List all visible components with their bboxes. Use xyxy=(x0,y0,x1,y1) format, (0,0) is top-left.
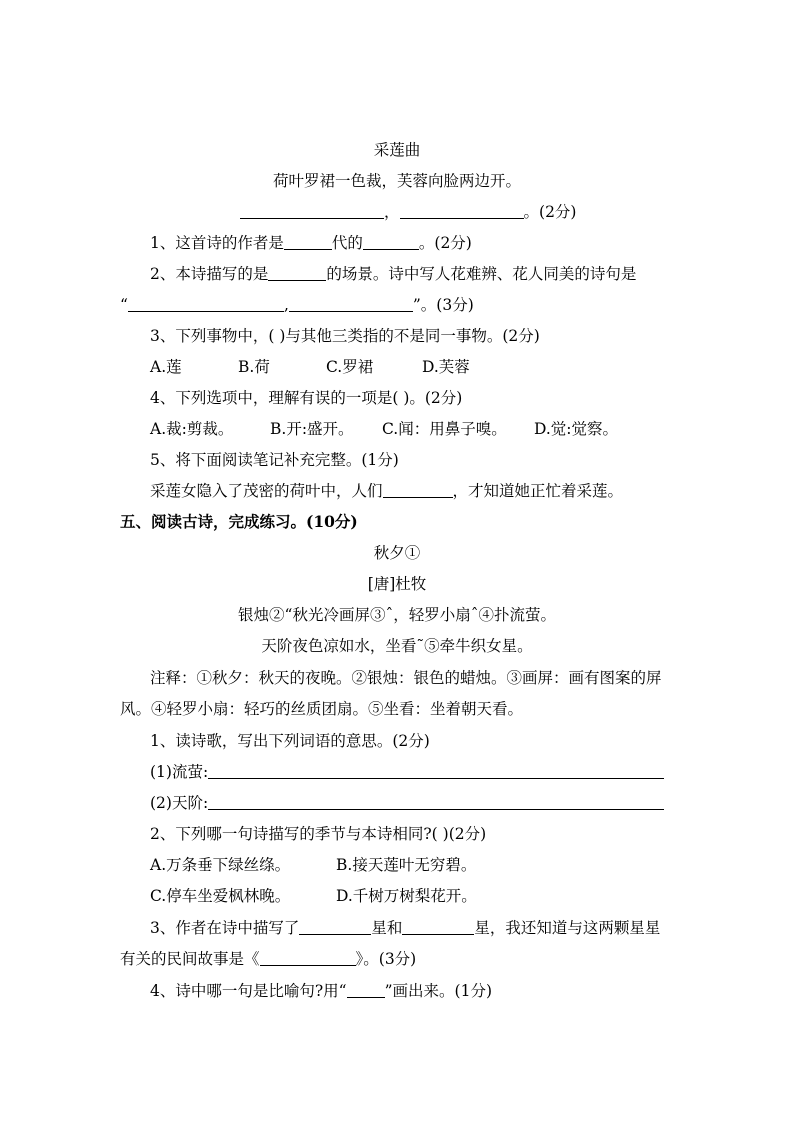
question-2 xyxy=(0,262,794,286)
question-text: 4、诗中哪一句是比喻句?用“ xyxy=(150,982,347,1000)
s5-question-1 xyxy=(0,729,794,753)
question-1 xyxy=(0,231,794,255)
s5-question-1a xyxy=(0,760,794,784)
answer-blank[interactable] xyxy=(240,201,384,219)
s5-question-3 xyxy=(0,916,794,940)
poem2-notes-continued xyxy=(0,697,794,721)
question-text: 的场景。诗中写人花难辨、花人同美的诗句是 xyxy=(326,265,637,283)
verse-text: 银烛②“秋光冷画屏③ˆ，轻罗小扇ˆ④扑流萤。 xyxy=(238,606,556,624)
poem2-verse-2 xyxy=(0,634,794,658)
option-a[interactable]: A.万条垂下绿丝绦。 xyxy=(150,856,291,874)
s5-question-2 xyxy=(0,822,794,846)
question-text: (1)流萤: xyxy=(150,763,209,781)
poem2-verse-1 xyxy=(0,603,794,627)
answer-blank[interactable] xyxy=(208,761,664,779)
answer-blank[interactable] xyxy=(284,232,332,250)
score-text: ”。(3分) xyxy=(412,296,474,314)
question-4 xyxy=(0,386,794,410)
note-text: ，才知道她正忙着采莲。 xyxy=(452,482,624,500)
poem2-author xyxy=(0,572,794,596)
question-text: ”画出来。(1分) xyxy=(384,982,492,1000)
question-3 xyxy=(0,324,794,348)
poem2-notes xyxy=(0,666,794,690)
answer-blank[interactable] xyxy=(363,232,419,250)
option-b[interactable]: B.荷 xyxy=(238,358,270,376)
answer-blank[interactable] xyxy=(383,480,453,498)
answer-blank[interactable] xyxy=(402,917,474,935)
option-c[interactable]: C.停车坐爱枫林晚。 xyxy=(150,887,291,905)
poem2-title-text: 秋夕① xyxy=(373,544,421,562)
verse-text: 天阶夜色凉如水，坐看˜⑤牵牛织女星。 xyxy=(261,637,533,655)
option-d[interactable]: D.芙蓉 xyxy=(422,358,470,376)
section-5-heading xyxy=(0,510,794,534)
question-text: (2)天阶: xyxy=(150,794,209,812)
poem-title-text: 采莲曲 xyxy=(373,141,421,159)
s5-question-1b xyxy=(0,791,794,815)
question-text: 4、下列选项中，理解有误的一项是( )。(2分) xyxy=(150,389,463,407)
poem-line-1-text: 荷叶罗裙一色裁，芙蓉向脸两边开。 xyxy=(272,172,521,190)
quote-mark: “ xyxy=(120,296,128,314)
s5-question-2-options-row-2 xyxy=(0,884,794,908)
separator: ， xyxy=(384,203,400,221)
score-text: 。(2分) xyxy=(418,234,472,252)
poem-fill-line xyxy=(0,200,794,224)
s5-question-4 xyxy=(0,979,794,1003)
answer-blank[interactable] xyxy=(289,294,413,312)
answer-blank[interactable] xyxy=(128,294,284,312)
option-d[interactable]: D.千树万树梨花开。 xyxy=(336,887,477,905)
answer-blank[interactable] xyxy=(208,792,664,810)
notes-text: 注释：①秋夕：秋天的夜晚。②银烛：银色的蜡烛。③画屏：画有图案的屏 xyxy=(150,669,662,687)
answer-blank[interactable] xyxy=(400,201,524,219)
question-text: 5、将下面阅读笔记补充完整。(1分) xyxy=(150,451,399,469)
question-text: 1、读诗歌，写出下列词语的意思。(2分) xyxy=(150,732,430,750)
question-text: 2、本诗描写的是 xyxy=(150,265,269,283)
question-text: 3、下列事物中，( )与其他三类指的不是同一事物。(2分) xyxy=(150,327,540,345)
separator: , xyxy=(283,296,289,314)
question-text: 有关的民间故事是《 xyxy=(120,950,260,968)
option-a[interactable]: A.莲 xyxy=(150,358,182,376)
answer-blank[interactable] xyxy=(268,263,326,281)
poem2-title xyxy=(0,541,794,565)
score-text: 。(2分) xyxy=(523,203,577,221)
poem-line-1 xyxy=(0,169,794,193)
option-b[interactable]: B.接天莲叶无穷碧。 xyxy=(336,856,477,874)
question-text: 代的 xyxy=(331,234,363,252)
answer-blank[interactable] xyxy=(299,917,371,935)
option-a[interactable]: A.裁:剪裁。 xyxy=(150,420,234,438)
notes-text: 风。④轻罗小扇：轻巧的丝质团扇。⑤坐看：坐着朝天看。 xyxy=(120,700,524,718)
question-text: 星，我还知道与这两颗星星 xyxy=(474,919,661,937)
score-text: 》。(3分) xyxy=(355,950,417,968)
option-c[interactable]: C.闻：用鼻子嗅。 xyxy=(382,420,507,438)
question-5 xyxy=(0,448,794,472)
question-text: 星和 xyxy=(371,919,403,937)
option-d[interactable]: D.觉:觉察。 xyxy=(534,420,619,438)
question-2-continued xyxy=(0,293,794,317)
s5-question-2-options-row-1 xyxy=(0,853,794,877)
poem-title xyxy=(0,138,794,162)
option-c[interactable]: C.罗裙 xyxy=(326,358,374,376)
poem2-author-text: [唐]杜牧 xyxy=(367,575,427,593)
question-text: 2、下列哪一句诗描写的季节与本诗相同?( )(2分) xyxy=(150,825,487,843)
s5-question-3-continued xyxy=(0,947,794,971)
answer-blank[interactable] xyxy=(260,948,356,966)
question-4-options xyxy=(0,417,794,441)
answer-blank[interactable] xyxy=(347,980,385,998)
section-heading-text: 五、阅读古诗，完成练习。(10分) xyxy=(120,512,358,531)
question-5-note xyxy=(0,479,794,503)
question-3-options xyxy=(0,355,794,379)
option-b[interactable]: B.开:盛开。 xyxy=(270,420,354,438)
question-text: 3、作者在诗中描写了 xyxy=(150,919,300,937)
note-text: 采莲女隐入了茂密的荷叶中，人们 xyxy=(150,482,383,500)
question-text: 1、这首诗的作者是 xyxy=(150,234,284,252)
